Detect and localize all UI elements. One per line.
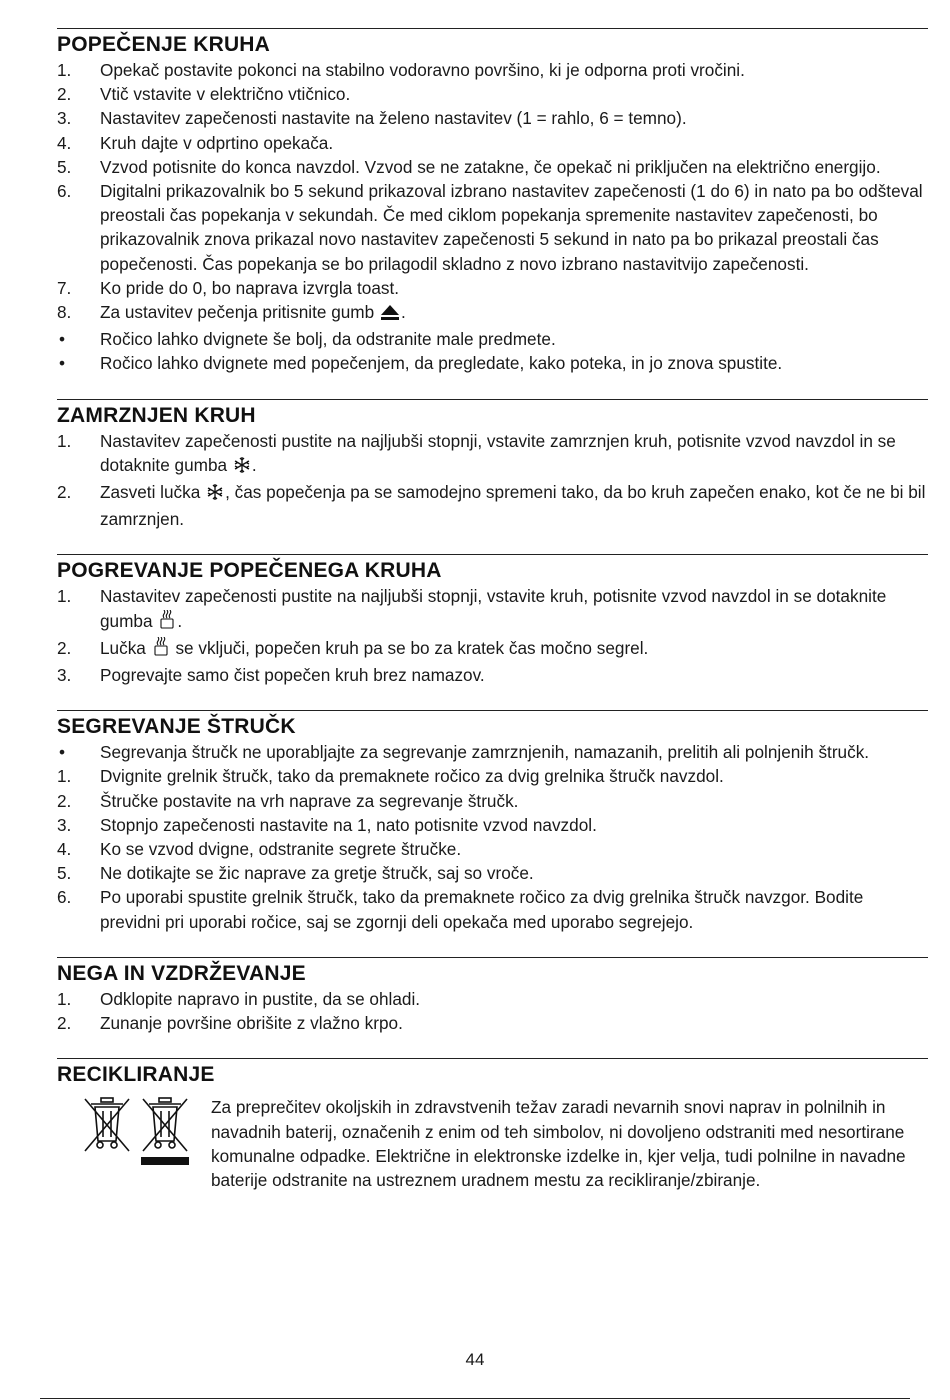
section-bun-warming bbox=[57, 710, 928, 934]
item-number: 1. bbox=[57, 766, 72, 787]
section-care bbox=[57, 957, 928, 1035]
item-text bbox=[100, 636, 928, 663]
list-item bbox=[57, 584, 928, 635]
item-text: Ko pride do 0, bo naprava izvrgla toast. bbox=[100, 277, 400, 298]
item-text bbox=[100, 300, 928, 327]
list-item bbox=[57, 663, 928, 687]
list-item bbox=[57, 764, 928, 788]
section-title: RECIKLIRANJE bbox=[57, 1063, 215, 1087]
section-title: NEGA IN VZDRŽEVANJE bbox=[57, 961, 306, 985]
list-item bbox=[57, 276, 928, 300]
section-frozen-bread bbox=[57, 399, 928, 532]
eject-icon bbox=[380, 303, 400, 327]
section-title: POGREVANJE POPEČENEGA KRUHA bbox=[57, 559, 442, 583]
list-item bbox=[57, 480, 928, 531]
item-text: Ne dotikajte se žic naprave za gretje štručk, saj so vroče. bbox=[100, 863, 534, 884]
item-text: Digitalni prikazovalnik bo 5 sekund prikazoval izbrano nastavitev zapečenosti (1 do 6) in nato pa bo odšteval preostali čas popekanja v sekundah. Če med ciklom popekanja spremenite nastavitev zapečenosti, bo prikazovalnik znova prikazal novo nastavitev zapečenosti 5 sekund in nato pa bo prikazal preostali čas popečenosti. Čas popekanja se bo prilagodil skladno z novo izbrano nastavitvijo zapečenosti. bbox=[100, 181, 923, 274]
snowflake-icon bbox=[233, 456, 251, 480]
item-text: Ko se vzvod dvigne, odstranite segrete štručke. bbox=[100, 839, 462, 860]
item-number: 6. bbox=[57, 887, 72, 908]
item-text bbox=[100, 584, 928, 635]
item-text: Štručke postavite na vrh naprave za segrevanje štručk. bbox=[100, 790, 519, 811]
item-number: 5. bbox=[57, 156, 72, 177]
list-item bbox=[57, 885, 928, 933]
item-text: Nastavitev zapečenosti nastavite na želeno nastavitev (1 = rahlo, 6 = temno). bbox=[100, 108, 687, 129]
item-number: 4. bbox=[57, 839, 72, 860]
item-text bbox=[100, 480, 928, 531]
crossed-bin-bar-icon bbox=[139, 1095, 191, 1167]
list-item bbox=[57, 1011, 928, 1035]
item-text-part: Zasveti lučka bbox=[100, 482, 201, 503]
item-text: Stopnjo zapečenosti nastavite na 1, nato potisnite vzvod navzdol. bbox=[100, 814, 597, 835]
item-number: 4. bbox=[57, 132, 72, 153]
section-recycling bbox=[57, 1058, 928, 1192]
item-number: 1. bbox=[57, 430, 72, 451]
item-text: Segrevanja štručk ne uporabljajte za segrevanje zamrznjenih, namazanih, prelitih ali polnjenih štručk. bbox=[100, 742, 870, 763]
item-text-part: se vklјuči, popečen kruh pa se bo za kratek čas močno segrel. bbox=[175, 637, 649, 658]
item-number: 5. bbox=[57, 863, 72, 884]
item-text-part: . bbox=[400, 302, 406, 323]
item-number: 2. bbox=[57, 637, 72, 658]
list-item bbox=[57, 131, 928, 155]
item-text: Opekač postavite pokonci na stabilno vodoravno površino, ki je odporna proti vročini. bbox=[100, 60, 745, 80]
item-number: 1. bbox=[57, 586, 72, 607]
section-title: ZAMRZNJEN KRUH bbox=[57, 403, 256, 427]
item-text: Ročico lahko dvignete med popečenjem, da pregledate, kako poteka, in jo znova spustite. bbox=[100, 353, 783, 374]
list-item bbox=[57, 636, 928, 663]
item-text: Po uporabi spustite grelnik štručk, tako da premaknete ročico za dvig grelnika štručk navzgor. Bodite previdni pri uporabi ročice, saj se zgornji deli opekača med uporabo segrejejo. bbox=[100, 887, 864, 932]
item-text-part: , čas popečenja pa se samodejno spremeni tako, da bo kruh zapečen enako, kot če ne bi bil zamrznjen. bbox=[100, 482, 926, 530]
list-item bbox=[57, 429, 928, 480]
list-item bbox=[57, 106, 928, 130]
footer-divider bbox=[40, 1398, 910, 1399]
bullet: • bbox=[59, 742, 66, 763]
list-item bbox=[57, 861, 928, 885]
item-number: 2. bbox=[57, 790, 72, 811]
item-text-part: Lučka bbox=[100, 637, 146, 658]
item-text: Ročico lahko dvignete še bolj, da odstranite male predmete. bbox=[100, 329, 556, 350]
item-number: 1. bbox=[57, 60, 72, 80]
item-number: 3. bbox=[57, 665, 72, 686]
item-text-part: Nastavitev zapečenosti pustite na najljubši stopnji, vstavite zamrznjen kruh, potisnite vzvod navzdol in se dotaknite gumba bbox=[100, 430, 896, 475]
item-text: Odklopite napravo in pustite, da se ohladi. bbox=[100, 988, 421, 1009]
item-number: 1. bbox=[57, 988, 72, 1009]
item-text-part: . bbox=[251, 454, 257, 475]
document-page bbox=[57, 28, 928, 1215]
recycling-text: Za preprečitev okoljskih in zdravstvenih težav zaradi nevarnih snovi naprav in polnilnih in navadnih baterij, označenih z enim od teh simbolov, ni dovoljeno odstraniti med nesortirane komunalne odpadke. Električne in elektronske izdelke in, kjer velja, tudi polnilne in navadne baterije odstranite na ustreznem uradnem mestu za recikliranje/zbiranje. bbox=[211, 1097, 906, 1190]
snowflake-icon bbox=[206, 483, 224, 507]
recycling-block bbox=[57, 1095, 928, 1192]
item-number: 3. bbox=[57, 814, 72, 835]
list-item bbox=[57, 179, 928, 276]
item-text: Vzvod potisnite do konca navzdol. Vzvod se ne zatakne, če opekač ni priključen na električno energijo. bbox=[100, 156, 881, 177]
item-number: 2. bbox=[57, 1013, 72, 1034]
list-item bbox=[57, 58, 928, 82]
item-text-part: Za ustavitev pečenja pritisnite gumb bbox=[100, 302, 375, 323]
item-number: 8. bbox=[57, 302, 72, 323]
item-number: 2. bbox=[57, 84, 72, 105]
item-number: 3. bbox=[57, 108, 72, 129]
list-item bbox=[57, 300, 928, 327]
list-item bbox=[57, 82, 928, 106]
item-text bbox=[100, 429, 928, 480]
item-text: Zunanje površine obrišite z vlažno krpo. bbox=[100, 1013, 403, 1034]
list-item bbox=[57, 351, 928, 375]
section-toasting bbox=[57, 28, 928, 376]
section-reheat bbox=[57, 554, 928, 687]
item-number: 2. bbox=[57, 482, 72, 503]
item-text-part: Nastavitev zapečenosti pustite na najljubši stopnji, vstavite kruh, potisnite vzvod navzdol in se dotaknite gumba bbox=[100, 586, 887, 631]
item-number: 7. bbox=[57, 277, 72, 298]
list-item bbox=[57, 789, 928, 813]
list-item bbox=[57, 837, 928, 861]
item-text: Dvignite grelnik štručk, tako da premaknete ročico za dvig grelnika štručk navzdol. bbox=[100, 766, 724, 787]
list-item bbox=[57, 155, 928, 179]
reheat-icon bbox=[158, 610, 176, 636]
list-item bbox=[57, 813, 928, 837]
list-item bbox=[57, 327, 928, 351]
bullet: • bbox=[59, 329, 66, 350]
item-number: 6. bbox=[57, 181, 72, 202]
crossed-bin-icon bbox=[81, 1095, 133, 1157]
section-title: SEGREVANJE ŠTRUČK bbox=[57, 715, 296, 739]
recycling-symbols bbox=[57, 1095, 211, 1165]
item-text: Pogrevajte samo čist popečen kruh brez namazov. bbox=[100, 665, 485, 686]
item-text: Kruh dajte v odprtino opekača. bbox=[100, 132, 334, 153]
item-text: Vtič vstavite v električno vtičnico. bbox=[100, 84, 351, 105]
bullet: • bbox=[59, 353, 66, 374]
item-text-part: . bbox=[177, 610, 183, 631]
section-title: POPEČENJE KRUHA bbox=[57, 33, 271, 56]
page-number: 44 bbox=[465, 1350, 485, 1369]
reheat-icon bbox=[152, 637, 170, 663]
list-item bbox=[57, 987, 928, 1011]
list-item bbox=[57, 740, 928, 764]
